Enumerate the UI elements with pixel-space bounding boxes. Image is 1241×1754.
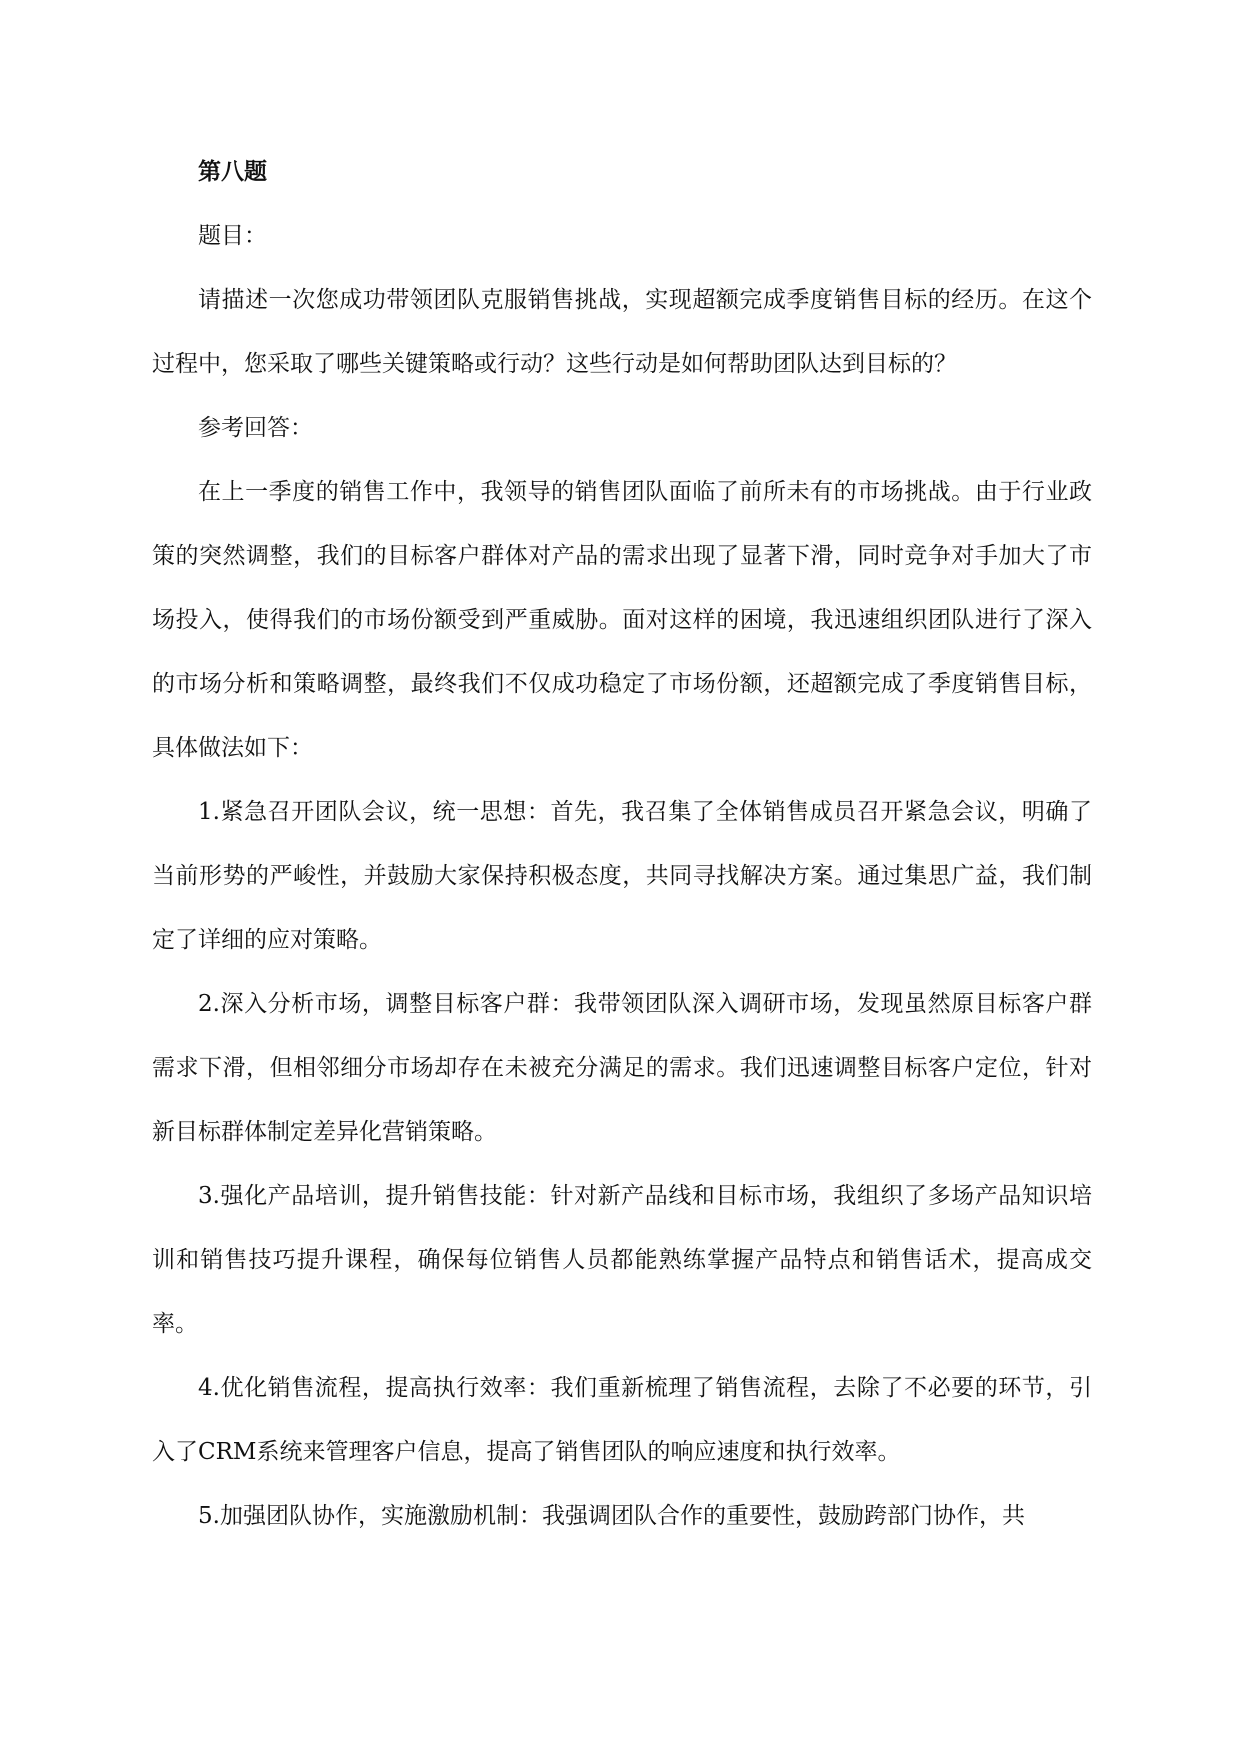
document-body [152,140,1092,1548]
answer-point-2: 2.深入分析市场，调整目标客户群：我带领团队深入调研市场，发现虽然原目标客户群需求下滑，但相邻细分市场却存在未被充分满足的需求。我们迅速调整目标客户定位，针对新目标群体制定差异化营销策略。 [152,991,1092,1145]
answer-point-4: 4.优化销售流程，提高执行效率：我们重新梳理了销售流程，去除了不必要的环节，引入了CRM系统来管理客户信息，提高了销售团队的响应速度和执行效率。 [152,1375,1092,1465]
answer-label: 参考回答： [198,415,313,441]
question-text: 请描述一次您成功带领团队克服销售挑战，实现超额完成季度销售目标的经历。在这个过程中，您采取了哪些关键策略或行动？这些行动是如何帮助团队达到目标的？ [152,287,1092,377]
question-heading: 第八题 [198,159,267,185]
answer-point-3: 3.强化产品培训，提升销售技能：针对新产品线和目标市场，我组织了多场产品知识培训和销售技巧提升课程，确保每位销售人员都能熟练掌握产品特点和销售话术，提高成交率。 [152,1183,1092,1337]
answer-point-5: 5.加强团队协作，实施激励机制：我强调团队合作的重要性，鼓励跨部门协作，共 [198,1503,1025,1529]
answer-point-1: 1.紧急召开团队会议，统一思想：首先，我召集了全体销售成员召开紧急会议，明确了当前形势的严峻性，并鼓励大家保持积极态度，共同寻找解决方案。通过集思广益，我们制定了详细的应对策略。 [152,799,1092,953]
question-label: 题目： [198,223,267,249]
answer-intro-paragraph: 在上一季度的销售工作中，我领导的销售团队面临了前所未有的市场挑战。由于行业政策的突然调整，我们的目标客户群体对产品的需求出现了显著下滑，同时竞争对手加大了市场投入，使得我们的市场份额受到严重威胁。面对这样的困境，我迅速组织团队进行了深入的市场分析和策略调整，最终我们不仅成功稳定了市场份额，还超额完成了季度销售目标，具体做法如下： [152,479,1092,761]
